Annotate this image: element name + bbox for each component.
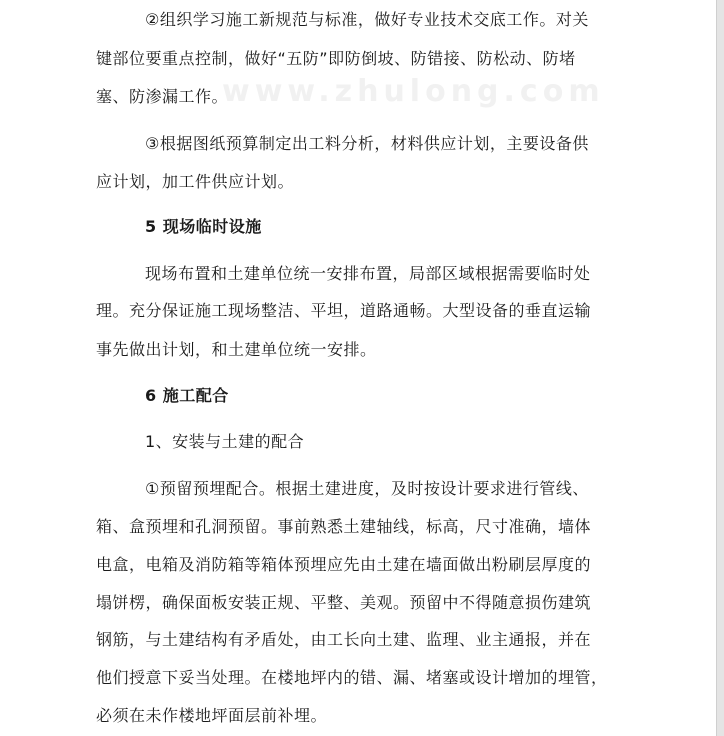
paragraph-1-line-2: 键部位要重点控制，做好“五防”即防倒坡、防错接、防松动、防堵	[96, 49, 576, 68]
paragraph-2-line-1: ③根据图纸预算制定出工料分析，材料供应计划，主要设备供	[145, 134, 589, 153]
paragraph-4-line-1: ①预留预埋配合。根据土建进度，及时按设计要求进行管线、	[145, 479, 589, 498]
paragraph-3-line-2: 理。充分保证施工现场整洁、平坦，道路通畅。大型设备的垂直运输	[96, 301, 592, 320]
paragraph-4-line-3: 电盒，电箱及消防箱等箱体预埋应先由土建在墙面做出粉刷层厚度的	[96, 555, 592, 574]
paragraph-3-line-3: 事先做出计划，和土建单位统一安排。	[96, 340, 377, 359]
paragraph-1-line-3: 塞、防渗漏工作。	[96, 87, 229, 106]
paragraph-4-line-5: 钢筋，与土建结构有矛盾处，由工长向土建、监理、业主通报，并在	[96, 630, 592, 649]
watermark-text: www.zhulong.com	[222, 74, 605, 109]
subsection-title: 1、安装与土建的配合	[145, 432, 305, 451]
page-gutter	[716, 0, 724, 736]
paragraph-3-line-1: 现场布置和土建单位统一安排布置，局部区域根据需要临时处	[145, 264, 591, 283]
paragraph-4-line-6: 他们授意下妥当处理。在楼地坪内的错、漏、堵塞或设计增加的埋管，	[96, 668, 608, 687]
section-heading-5: 5 现场临时设施	[145, 217, 262, 236]
paragraph-4-line-4: 塌饼楞，确保面板安装正规、平整、美观。预留中不得随意损伤建筑	[96, 593, 592, 612]
paragraph-4-line-2: 箱、盒预埋和孔洞预留。事前熟悉土建轴线，标高，尺寸准确，墙体	[96, 517, 592, 536]
paragraph-1-line-1: ②组织学习施工新规范与标准，做好专业技术交底工作。对关	[145, 10, 589, 29]
paragraph-2-line-2: 应计划，加工件供应计划。	[96, 172, 295, 191]
paragraph-4-line-7: 必须在未作楼地坪面层前补埋。	[96, 706, 328, 725]
section-heading-6: 6 施工配合	[145, 386, 229, 405]
